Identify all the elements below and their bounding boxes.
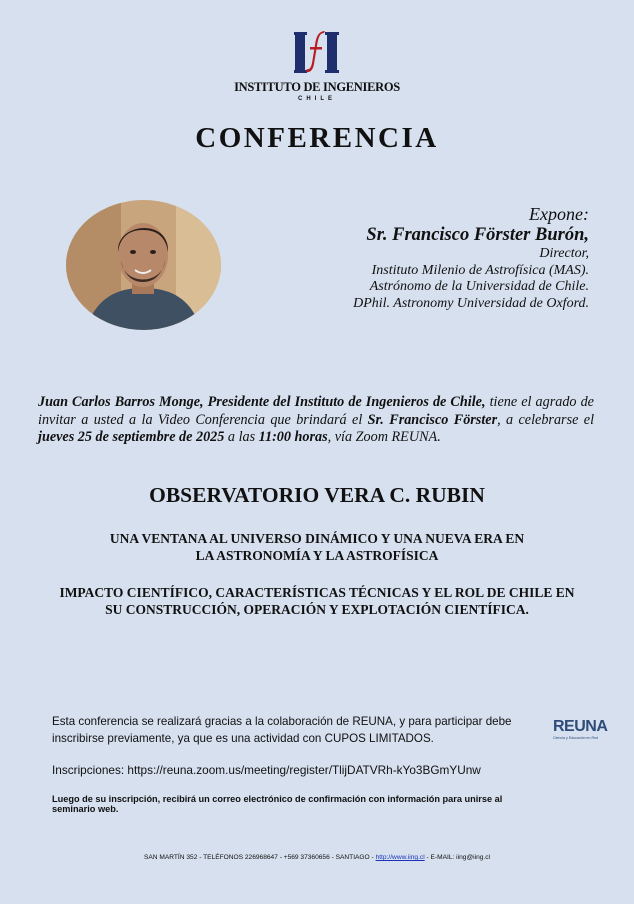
- institute-name: INSTITUTO DE INGENIEROS: [234, 80, 400, 94]
- reuna-logo: [553, 719, 609, 740]
- email-confirmation-note: Luego de su inscripción, recibirá un correo electrónico de confirmación con información para unirse al seminario web.: [52, 794, 503, 814]
- speaker-intro: Expone:: [529, 204, 589, 224]
- speaker-name: Sr. Francisco Förster Burón,: [366, 225, 589, 245]
- speaker-degree: DPhil. Astronomy Universidad de Oxford.: [353, 295, 589, 311]
- collaboration-note: [52, 713, 532, 747]
- invitation-body-4: , vía Zoom REUNA.: [327, 429, 441, 445]
- institute-emblem-icon: [294, 30, 340, 76]
- invitation-body-1: tiene el agrado de invitar a usted a la Video Conferencia que brindará el: [38, 394, 594, 428]
- collaboration-note-line-2: inscribirse previamente, ya que es una actividad con CUPOS LIMITADOS.: [52, 732, 434, 745]
- talk-subtitle-1-line-1: UNA VENTANA AL UNIVERSO DINÁMICO Y UNA NUEVA ERA EN: [109, 531, 525, 546]
- speaker-position: Astrónomo de la Universidad de Chile.: [369, 279, 589, 294]
- invitation-speaker: Sr. Francisco Förster: [367, 411, 498, 428]
- invitation-body-2: , a celebrarse el: [497, 411, 595, 428]
- collaboration-note-line-1: Esta conferencia se realizará gracias a la colaboración de REUNA, y para participar debe: [52, 715, 512, 728]
- speaker-affiliation: Instituto Milenio de Astrofísica (MAS).: [371, 262, 589, 278]
- invitation-text: [38, 394, 594, 447]
- speaker-photo: [66, 200, 221, 330]
- reuna-logo-tagline: Ciencia y Educación en Red: [553, 736, 599, 740]
- invitation-time: 11:00 horas: [258, 429, 328, 445]
- speaker-info: [229, 204, 589, 312]
- talk-subtitle-2-line-1: IMPACTO CIENTÍFICO, CARACTERÍSTICAS TÉCNICAS Y EL ROL DE CHILE EN: [59, 585, 575, 600]
- talk-subtitle-1-line-2: LA ASTRONOMÍA Y LA ASTROFÍSICA: [195, 548, 439, 563]
- speaker-portrait-icon: [66, 200, 221, 330]
- speaker-role: Director,: [539, 246, 589, 261]
- talk-subtitle-2-line-2: SU CONSTRUCCIÓN, OPERACIÓN Y EXPLOTACIÓN CIENTÍFICA.: [105, 602, 529, 617]
- invitation-date: jueves 25 de septiembre de 2025: [38, 429, 225, 445]
- footer-email: - E-MAIL: iing@iing.cl: [424, 854, 490, 861]
- footer-address: SAN MARTÍN 352 - TELÉFONOS 226968647 - +569 37360656 - SANTIAGO -: [143, 854, 376, 861]
- reuna-logo-word: REUNA: [553, 718, 608, 735]
- footer-website-link[interactable]: http://www.iing.cl: [375, 854, 425, 861]
- talk-subtitle-1: [0, 530, 634, 564]
- footer-contact: [0, 854, 634, 861]
- registration-link[interactable]: Inscripciones: https://reuna.zoom.us/meeting/register/TlijDATVRh-kYo3BGmYUnw: [52, 763, 481, 777]
- page-heading: CONFERENCIA: [195, 122, 439, 154]
- invitation-host: Juan Carlos Barros Monge, Presidente del Instituto de Ingenieros de Chile,: [38, 394, 486, 410]
- talk-title: OBSERVATORIO VERA C. RUBIN: [149, 483, 485, 507]
- invitation-body-3: a las: [224, 429, 259, 445]
- talk-subtitle-2: [0, 584, 634, 618]
- institute-country: CHILE: [298, 96, 336, 102]
- institute-logo: [0, 30, 634, 102]
